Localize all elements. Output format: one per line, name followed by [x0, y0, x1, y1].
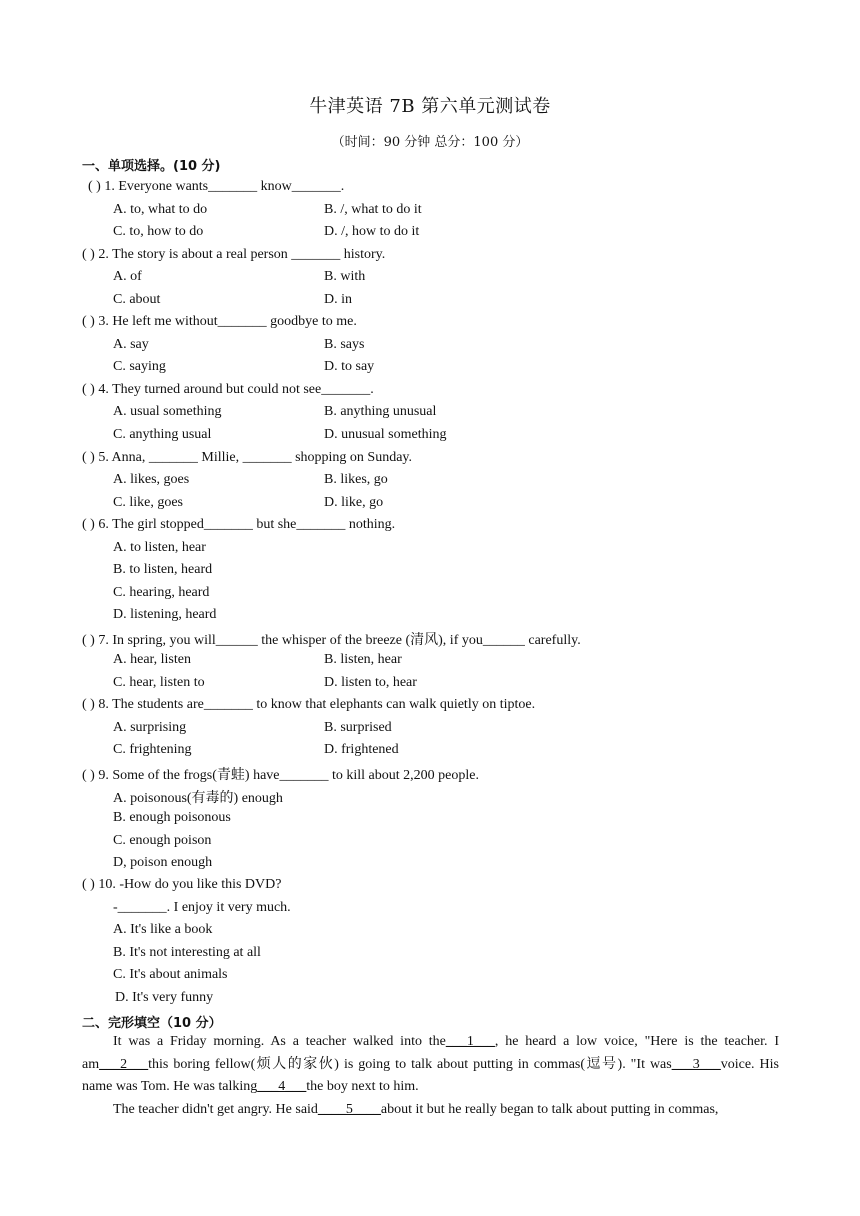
option-5b: B. likes, go: [324, 472, 388, 487]
cloze-paragraph-1: It was a Friday morning. As a teacher walked into the___1___, he heard a low voice, "Here is the teacher. I am___2___this boring fellow(烦人的家伙) is going to talk about putting in commas(逗号). "It was___3___voice. His name was Tom. He was talking___4___the boy next to him.: [82, 1034, 779, 1094]
question-6: ( ) 6. The girl stopped_______ but she_______ nothing.: [82, 517, 396, 532]
question-4: ( ) 4. They turned around but could not see_______.: [82, 382, 374, 397]
option-2c: C. about: [113, 292, 161, 307]
cloze-blank-3: ___3___: [671, 1056, 721, 1072]
question-1: ( ) 1. Everyone wants_______ know_______.: [88, 179, 345, 194]
cloze-blank-5: ____5____: [317, 1101, 381, 1117]
cloze-paragraph-2: The teacher didn't get angry. He said____5____about it but he really began to talk about putting in commas,: [113, 1101, 719, 1117]
option-2b: B. with: [324, 269, 366, 284]
option-3a: A. say: [113, 337, 149, 352]
section-heading-cloze: 二、完形填空（10 分）: [82, 1016, 222, 1031]
cloze-blank-1: ___1___: [445, 1034, 495, 1049]
question-5: ( ) 5. Anna, _______ Millie, _______ shopping on Sunday.: [82, 450, 413, 465]
option-9d: D, poison enough: [113, 855, 213, 870]
option-8a: A. surprising: [113, 720, 187, 735]
option-5a: A. likes, goes: [113, 472, 190, 487]
option-7a: A. hear, listen: [113, 652, 191, 667]
question-10-reply: -_______. I enjoy it very much.: [113, 900, 291, 915]
option-10c: C. It's about animals: [113, 967, 228, 982]
option-1c: C. to, how to do: [113, 224, 204, 239]
option-3b: B. says: [324, 337, 365, 352]
cloze-passage: [82, 1031, 779, 1121]
option-10a: A. It's like a book: [113, 922, 213, 937]
option-9a: A. poisonous(有毒的) enough: [113, 791, 283, 806]
option-5c: C. like, goes: [113, 495, 183, 510]
option-10d: D. It's very funny: [115, 990, 214, 1005]
option-7c: C. hear, listen to: [113, 675, 205, 690]
question-7: ( ) 7. In spring, you will______ the whisper of the breeze (清风), if you______ carefully.: [82, 633, 581, 648]
option-2a: A. of: [113, 269, 142, 284]
question-10: ( ) 10. -How do you like this DVD?: [82, 877, 282, 892]
option-2d: D. in: [324, 292, 352, 307]
option-6b: B. to listen, heard: [113, 562, 213, 577]
section-heading-multiple-choice: 一、单项选择。(10 分): [82, 159, 221, 174]
option-6c: C. hearing, heard: [113, 585, 210, 600]
option-1b: B. /, what to do it: [324, 202, 422, 217]
option-8d: D. frightened: [324, 742, 399, 757]
option-3d: D. to say: [324, 359, 375, 374]
page-subtitle: （时间：90 分钟 总分：100 分）: [331, 135, 529, 150]
option-8b: B. surprised: [324, 720, 392, 735]
cloze-blank-4: ___4___: [257, 1079, 307, 1094]
option-4b: B. anything unusual: [324, 404, 437, 419]
question-8: ( ) 8. The students are_______ to know that elephants can walk quietly on tiptoe.: [82, 697, 536, 712]
option-9b: B. enough poisonous: [113, 810, 231, 825]
question-2: ( ) 2. The story is about a real person _______ history.: [82, 247, 386, 262]
option-6a: A. to listen, hear: [113, 540, 206, 555]
question-9: ( ) 9. Some of the frogs(青蛙) have_______ to kill about 2,200 people.: [82, 768, 479, 783]
option-1a: A. to, what to do: [113, 202, 208, 217]
option-4c: C. anything usual: [113, 427, 212, 442]
option-3c: C. saying: [113, 359, 166, 374]
option-7d: D. listen to, hear: [324, 675, 417, 690]
option-6d: D. listening, heard: [113, 607, 217, 622]
cloze-blank-2: ___2___: [99, 1056, 149, 1072]
option-4a: A. usual something: [113, 404, 222, 419]
option-4d: D. unusual something: [324, 427, 447, 442]
option-7b: B. listen, hear: [324, 652, 402, 667]
option-9c: C. enough poison: [113, 833, 212, 848]
option-8c: C. frightening: [113, 742, 192, 757]
page-title: 牛津英语 7B 第六单元测试卷: [309, 96, 551, 117]
option-10b: B. It's not interesting at all: [113, 945, 261, 960]
option-1d: D. /, how to do it: [324, 224, 420, 239]
option-5d: D. like, go: [324, 495, 384, 510]
question-3: ( ) 3. He left me without_______ goodbye to me.: [82, 314, 357, 329]
